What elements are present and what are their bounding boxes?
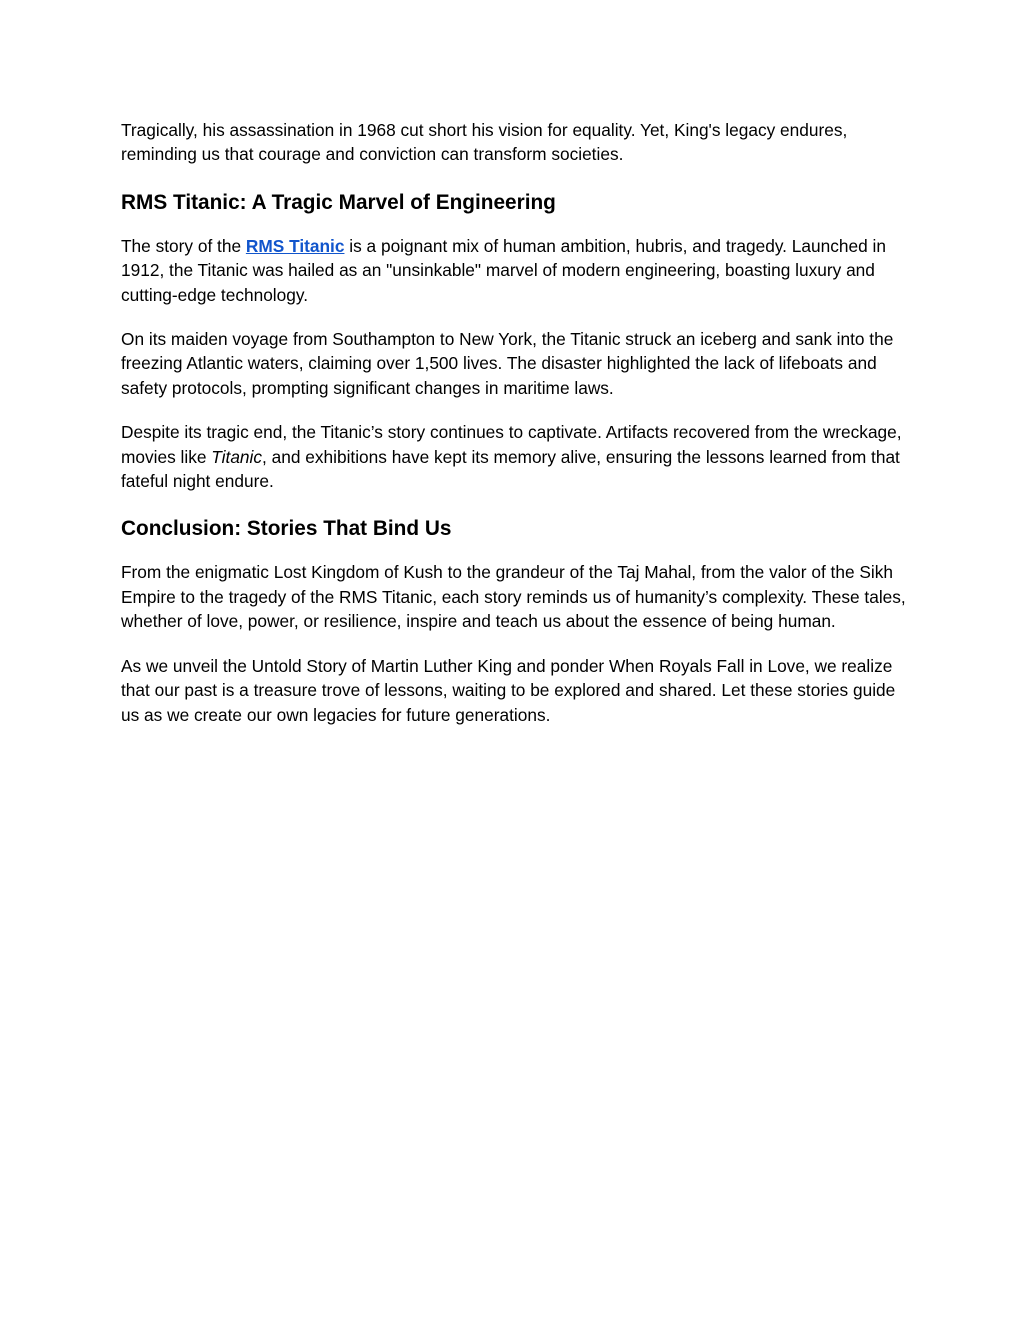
titanic-paragraph-2: On its maiden voyage from Southampton to New York, the Titanic struck an iceberg and sank into the freezing Atlantic waters, claiming over 1,500 lives. The disaster highlighted the lack of lifeboats and safety protocols, prompting significant changes in maritime laws. — [121, 329, 894, 398]
section-heading-conclusion: Conclusion: Stories That Bind Us — [121, 517, 452, 541]
section-heading-titanic: RMS Titanic: A Tragic Marvel of Engineering — [121, 190, 556, 214]
rms-titanic-link[interactable]: RMS Titanic — [245, 235, 345, 256]
titanic-paragraph-3 — [121, 420, 911, 493]
titanic-paragraph-1-end: is a poignant mix of human ambition, hubris, and tragedy. Launched in 1912, the Titanic was hailed as an "unsinkable" marvel of modern engineering, boasting luxury and cutting-edge technology. — [121, 235, 886, 305]
conclusion-paragraph-2: As we unveil the Untold Story of Martin Luther King and ponder When Royals Fall in Love, we realize that our past is a treasure trove of lessons, waiting to be explored and shared. Let these stories guide us as we create our own legacies for future generations. — [121, 655, 896, 725]
titanic-paragraph-3-start: Despite its tragic end, the Titanic’s story continues to captivate. Artifacts recovered from the wreckage, movies like — [121, 422, 902, 467]
titanic-paragraph-3-end: , and exhibitions have kept its memory alive, ensuring the lessons learned from that fateful night endure. — [121, 446, 900, 492]
titanic-paragraph-1 — [121, 234, 911, 307]
titanic-paragraph-1-start: The story of the — [121, 235, 246, 256]
titanic-movie-title: Titanic — [211, 446, 263, 467]
intro-paragraph: Tragically, his assassination in 1968 cut short his vision for equality. Yet, King's legacy endures, reminding us that courage and conviction can transform societies. — [121, 120, 848, 165]
document-page — [121, 118, 911, 727]
conclusion-paragraph-1: From the enigmatic Lost Kingdom of Kush to the grandeur of the Taj Mahal, from the valor of the Sikh Empire to the tragedy of the RMS Titanic, each story reminds us of humanity’s complexity. These tales, whether of love, power, or resilience, inspire and teach us about the essence of being human. — [121, 562, 906, 632]
